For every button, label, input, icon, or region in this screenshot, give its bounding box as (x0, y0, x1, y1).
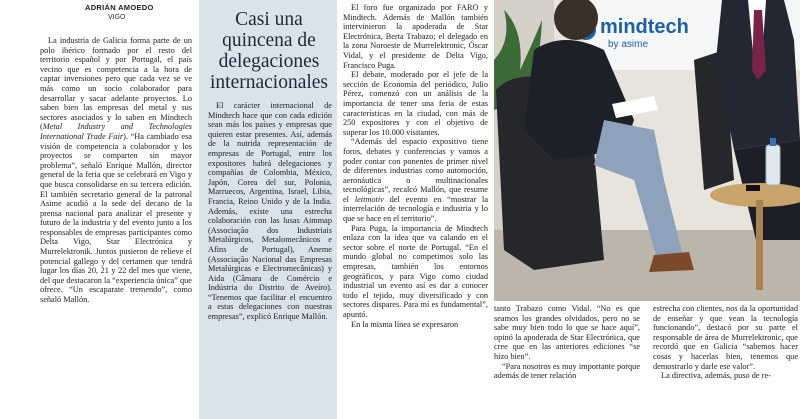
article-column-3 (343, 3, 488, 329)
photo-illustration (494, 0, 800, 301)
byline-author: ADRIÁN AMOEDO (85, 3, 154, 12)
text-run: “Además del espacio expositivo tiene foros, debates y conferencias y vamos a poder contar con ponentes de primer nivel de diferentes industrias como automoción, aeronáutica o multinacionales tecnológicas”, recalcó Mallón, que resume el (343, 137, 488, 204)
water-bottle-icon (766, 145, 780, 185)
article-column-1 (40, 36, 192, 305)
article-column-5 (653, 304, 798, 381)
text-run: ). “Ha cambiado esa visión de competencia a colaborador y los proyectos se comparten sin mayor problema”, señaló Enrique Mallón, director general de la feria que se celebrará en Vigo y que busca consolidarse en su tercera edición. El también secretario general de la patronal Asime acudió a la sede del decano de la prensa nacional para analizar el presente y futuro de la industria y del evento junto a los responsables de empresas participantes como Delta Vigo, Star Electrónica y Murrelektronik. Juntos pusieron de relieve el potencial gallego y del certamen que tendrá lugar los días 20, 21 y 22 del mes que viene, del que destacaron la “experiencia única” que ofrece. “Un escaparate tremendo”, como señaló Mallón. (40, 131, 192, 305)
sidebar-title: Casi una quincena de delegaciones internacionales (209, 9, 329, 93)
paragraph: “Para nosotros es muy importante porque además de tener relación (494, 361, 640, 381)
paragraph: En la misma línea se expresaron (351, 319, 459, 329)
fair-full-name: Metal Industry and Technologies International Trade Fair (40, 122, 192, 141)
italic-term: leitmotiv (354, 194, 384, 204)
paragraph: El debate, moderado por el jefe de la sección de Economía del periódico, Julio Pérez, comenzó con un análisis de la importancia de tener una feria de estas características en la ciudad, con más de 250 expositores y con el objetivo de superar los 10.000 visitantes. (343, 70, 488, 137)
text-run: del evento en “mostrar la interrelación de tecnología e industria y lo que se hace en el territorio”. (343, 194, 489, 224)
article-column-4 (494, 304, 640, 381)
text-run: La industria de Galicia forma parte de un polo ibérico formado por el resto del territorio español y por Portugal, el país vecino que es competencia a la hora de captar inversiones pero que cada vez se ve más como un socio colaborador para desarrollar y sacar adelante proyectos. Lo saben bien las empresas del metal y sus sectores asociados y lo saben en Mindtech ( (40, 36, 192, 132)
paragraph: La directiva, además, puso de re- (661, 371, 771, 381)
event-photo (494, 0, 800, 301)
phone-icon (746, 185, 760, 191)
banner-sub: by asime (608, 39, 649, 50)
paragraph: El carácter internacional de Mindtech hace que con cada edición sean más los países y empresas que quieren estar presentes. Así, además de la nutrida representación de empresas de Portugal, entre los expositores habrá delegaciones y compañías de Colombia, México, Japón, Corea del sur, Polonia, Marruecos, Argentina, Israel, Libia, Francia, Reino Unido y de la India. Además, existe una estrecha colaboración con las lusas Aimmap (Associação dos Industriais Metalúrgicos, Metalomecânicos e Afins de Portugal), Aneme (Associação Nacional das Empresas Metalúrgicas e Electromecânicas) y Aida (Câmara de Comércio e Indústria do Distrito de Aveiro). “Tenemos que facilitar el encuentro a estas delegaciones con nuestras empresas”, explicó Enrique Mallón. (208, 101, 332, 322)
paragraph (343, 137, 488, 223)
byline-city: VIGO (108, 14, 126, 21)
paragraph: estrecha con clientes, nos da la oportunidad de enseñar y que vean la tecnología funcionando”, destacó por su parte el responsable de área de Murrelektronic, que recordó que en Galicia “sabemos hacer cosas y hacerlas bien, tenemos que demostrarlo y darle ese valor”. (653, 304, 798, 371)
banner-brand: mindtech (600, 16, 689, 38)
paragraph: Para Puga, la importancia de Mindtech enlaza con la idea que va calando en el sector sobre el norte de Portugal. “En el mundo global no competimos solo las empresas, también los entornos geográficos, y para Vigo como ciudad industrial un evento así es dar a conocer todo el tejido, muy diversificado y con sectores dispares. Para mí es fundamental”, apuntó. (343, 223, 488, 319)
paragraph: El foro fue organizado por FARO y Mindtech. Además de Mallón también intervinieron la apoderada de Star Electrónica, Berta Trabazo; el delegado en la zona Noroeste de Murrelektronic, Óscar Vidal, y el presidente de Delta Vigo, Francisco Puga. (343, 3, 488, 70)
sidebar-body (208, 101, 332, 322)
paragraph: tanto Trabazo como Vidal. “No es que seamos los grandes olvidados, pero no se sabe muy bien todo lo que se hace aquí”, opinó la apoderada de Star Electrónica, que cree que en las anteriores ediciones “se hizo bien”. (494, 304, 640, 361)
shoe-icon (649, 252, 694, 272)
paragraph (40, 36, 192, 305)
